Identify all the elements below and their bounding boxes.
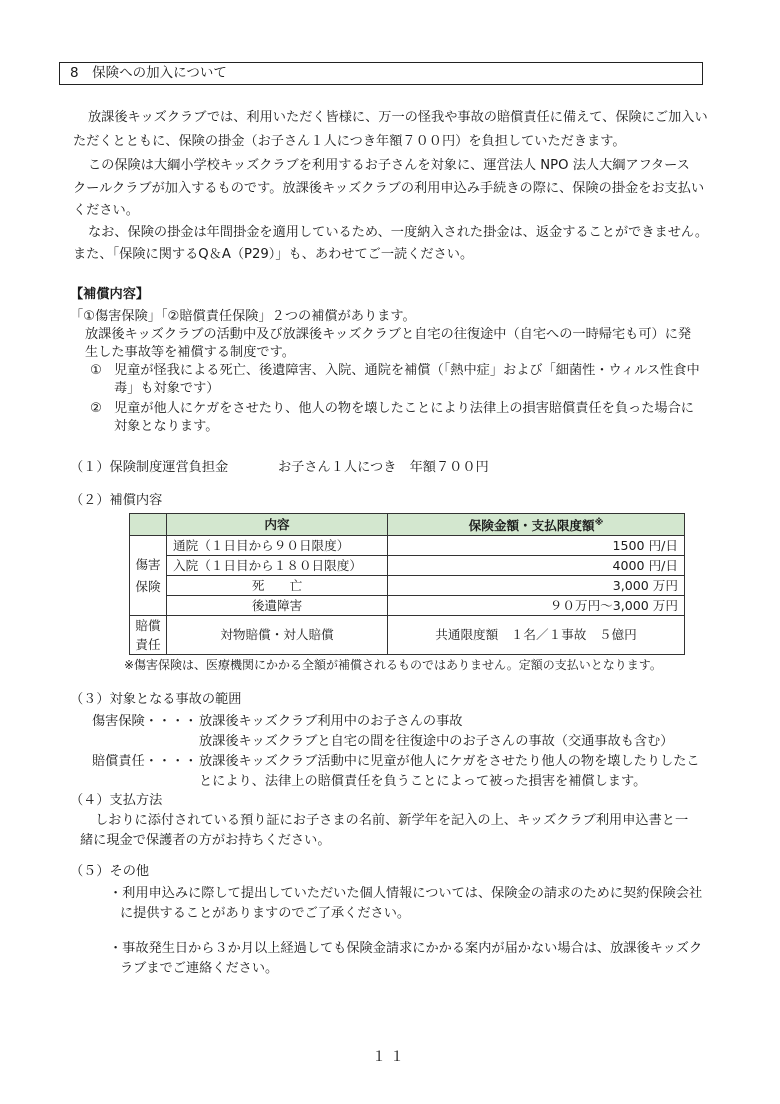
section-title: 8 保険への加入について xyxy=(70,65,227,81)
row-amount: 1500 円/日 xyxy=(388,536,685,556)
table-row xyxy=(130,576,685,596)
scope-label: （３）対象となる事故の範囲 xyxy=(70,692,242,707)
coverage-table xyxy=(129,513,685,655)
section-header xyxy=(59,62,703,85)
intro-p2-line1: この保険は大綱小学校キッズクラブを利用するお子さんを対象に、運営法人 NPO 法人大綱アフタース xyxy=(88,158,690,173)
coverage-line2: 放課後キッズクラブの活動中及び放課後キッズクラブと自宅の往復途中（自宅への一時帰宅も可）に発 xyxy=(85,327,692,342)
liability-group-label: 賠償責任 xyxy=(135,618,161,653)
intro-p1-line1: 放課後キッズクラブでは、利用いただく皆様に、万一の怪我や事故の賠償責任に備えて、保険にご加入い xyxy=(88,110,708,125)
row-item: 入院（１日目から１８０日限度） xyxy=(167,556,388,576)
header-empty-cell xyxy=(130,514,167,536)
scope-injury-line1: 放課後キッズクラブ利用中のお子さんの事故 xyxy=(199,714,463,729)
other-label: （５）その他 xyxy=(70,864,150,879)
other-bullet2-line1: ・事故発生日から３か月以上経過しても保険金請求にかかる案内が届かない場合は、放課後キッズク xyxy=(109,941,703,956)
row-item: 通院（１日目から９０日限度） xyxy=(167,536,388,556)
fee-value: お子さん１人につき 年額７００円 xyxy=(278,460,489,475)
row-amount: 4000 円/日 xyxy=(388,556,685,576)
row-item: 死 亡 xyxy=(167,576,388,596)
coverage-item1-line2: 毒」も対象です） xyxy=(114,381,220,396)
coverage-line3: 生した事故等を補償する制度です。 xyxy=(85,345,295,360)
intro-p2-line3: ください。 xyxy=(73,203,139,218)
row-item: 後遺障害 xyxy=(167,596,388,616)
header-amount-cell xyxy=(388,514,685,536)
row-amount: ９０万円～3,000 万円 xyxy=(388,596,685,616)
intro-p1-line2: ただくとともに、保険の掛金（お子さん１人につき年額７００円）を負担していただきます。 xyxy=(73,134,626,149)
payment-line1: しおりに添付されている預り証にお子さまの名前、新学年を記入の上、キッズクラブ利用申込書と一 xyxy=(95,813,689,828)
table-row xyxy=(130,556,685,576)
payment-line2: 緒に現金で保護者の方がお持ちください。 xyxy=(80,833,331,848)
header-amount: 保険金額・支払限度額 xyxy=(468,518,595,534)
coverage-item2-line1: 児童が他人にケガをさせたり、他人の物を壊したことにより法律上の損害賠償責任を負った場合に xyxy=(114,401,694,416)
coverage-note: ※傷害保険は、医療機関にかかる全額が補償されるものではありません。定額の支払いとなります。 xyxy=(124,658,662,672)
fee-label: （１）保険制度運営負担金 xyxy=(70,460,229,475)
coverage-item1-number: ① xyxy=(90,363,102,378)
other-bullet2-line2: ラブまでご連絡ください。 xyxy=(120,961,279,976)
scope-injury-label: 傷害保険・・・・ xyxy=(92,714,198,729)
row-amount: 3,000 万円 xyxy=(388,576,685,596)
header-amount-mark: ※ xyxy=(594,518,604,528)
injury-group-cell xyxy=(130,536,167,616)
coverage-item2-number: ② xyxy=(90,401,102,416)
intro-p3-line1: なお、保険の掛金は年間掛金を適用しているため、一度納入された掛金は、返金することができません。 xyxy=(88,225,709,240)
table-row xyxy=(130,616,685,655)
table-row xyxy=(130,596,685,616)
intro-p2-line2: クールクラブが加入するものです。放課後キッズクラブの利用申込み手続きの際に、保険の掛金をお支払い xyxy=(73,181,705,196)
table-header-row xyxy=(130,514,685,536)
injury-group-label: 傷害保険 xyxy=(135,556,161,594)
coverage-item2-line2: 対象となります。 xyxy=(114,419,219,434)
payment-label: （４）支払方法 xyxy=(70,793,163,808)
liability-amount: 共通限度額 １名／１事故 ５億円 xyxy=(388,616,685,655)
other-bullet1-line2: に提供することがありますのでご了承ください。 xyxy=(120,906,411,921)
other-bullet1-line1: ・利用申込みに際して提出していただいた個人情報については、保険金の請求のために契約保険会社 xyxy=(109,886,703,901)
header-item: 内容 xyxy=(167,514,388,536)
scope-liability-line2: とにより、法律上の賠償責任を負うことによって被った損害を補償します。 xyxy=(199,774,647,789)
coverage-heading: 【補償内容】 xyxy=(70,287,150,302)
table-row xyxy=(130,536,685,556)
page-number: １１ xyxy=(372,1049,408,1065)
scope-injury-line2: 放課後キッズクラブと自宅の間を往復途中のお子さんの事故（交通事故も含む） xyxy=(199,734,674,749)
liability-item: 対物賠償・対人賠償 xyxy=(167,616,388,655)
coverage-line1: 「①傷害保険」「②賠償責任保険」２つの補償があります。 xyxy=(70,309,416,324)
intro-p3-line2: また、「保険に関するQ＆A（P29）」も、あわせてご一読ください。 xyxy=(73,247,474,262)
coverage-table-label: （２）補償内容 xyxy=(70,493,163,508)
coverage-item1-line1: 児童が怪我による死亡、後遺障害、入院、通院を補償（「熱中症」および「細菌性・ウィルス性食中 xyxy=(114,363,700,378)
liability-group-cell xyxy=(130,616,167,655)
scope-liability-line1: 放課後キッズクラブ活動中に児童が他人にケガをさせたり他人の物を壊したりしたこ xyxy=(199,754,700,769)
scope-liability-label: 賠償責任・・・・ xyxy=(92,754,198,769)
